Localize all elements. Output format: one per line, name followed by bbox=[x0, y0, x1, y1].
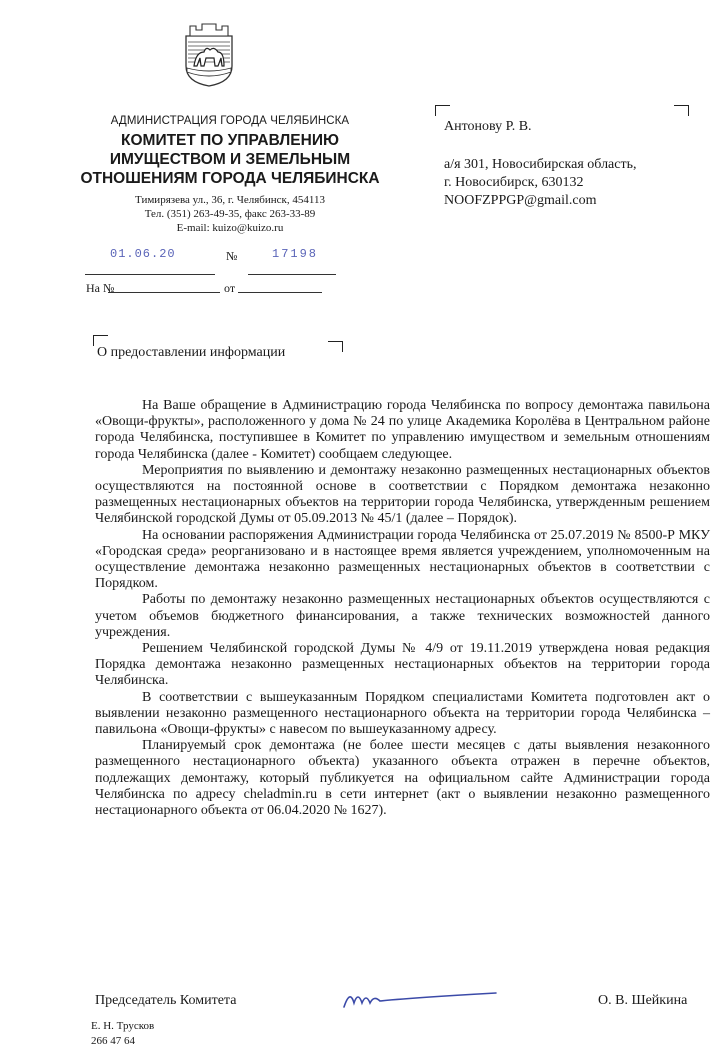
sender-contacts bbox=[60, 193, 400, 235]
reference-number-underline bbox=[108, 292, 220, 293]
committee-name bbox=[60, 131, 400, 188]
committee-line: КОМИТЕТ ПО УПРАВЛЕНИЮ bbox=[121, 132, 339, 149]
city-coat-of-arms-icon bbox=[182, 22, 236, 88]
recipient-address-line: г. Новосибирск, 630132 bbox=[444, 175, 584, 190]
body-paragraph: Мероприятия по выявлению и демонтажу незаконно размещенных нестационарных объектов осуществляются на постоянной основе в соответствии с Порядком демонтажа незаконно размещенных нестационарных объектов на территории города Челябинска, утвержденным решением Челябинской городской Думы от 05.09.2013 № 45/1 (далее – Порядок). bbox=[95, 462, 710, 527]
recipient-corner-mark bbox=[435, 105, 450, 116]
reference-from-label: от bbox=[224, 281, 236, 295]
sender-email: E-mail: kuizo@kuizo.ru bbox=[176, 222, 284, 234]
recipient-address bbox=[444, 156, 637, 210]
administration-name: АДМИНИСТРАЦИЯ ГОРОДА ЧЕЛЯБИНСКА bbox=[110, 115, 350, 127]
reg-number-underline bbox=[248, 260, 336, 275]
body-paragraph: На основании распоряжения Администрации города Челябинска от 25.07.2019 № 8500-Р МКУ «Городская среда» реорганизовано и в настоящее время является учреждением, уполномоченным на осуществление демонтажа незаконно размещенных нестационарных объектов в соответствии с Порядком. bbox=[95, 527, 710, 592]
recipient-address-line: а/я 301, Новосибирская область, bbox=[444, 157, 637, 172]
body-paragraph: Планируемый срок демонтажа (не более шести месяцев с даты выявления незаконного размещенного нестационарного объекта) указанного объекта отражен в перечне объектов, подлежащих демонтажу, который публикуется на официальном сайте Администрации города Челябинска по адресу cheladmin.ru в сети интернет (акт о выявлении незаконно размещенного нестационарного объекта от 06.04.2020 № 1627). bbox=[95, 738, 710, 819]
reference-date-underline bbox=[238, 292, 322, 293]
body-paragraph: Решением Челябинской городской Думы № 4/9 от 19.11.2019 утверждена новая редакция Порядка демонтажа незаконно размещенных нестационарных объектов на территории города Челябинска. bbox=[95, 641, 710, 689]
recipient-name: Антонову Р. В. bbox=[444, 119, 532, 134]
executor-name: Е. Н. Трусков bbox=[91, 1020, 155, 1032]
recipient-corner-mark bbox=[674, 105, 689, 116]
letter-body bbox=[95, 398, 710, 819]
body-paragraph: В соответствии с вышеуказанным Порядком специалистами Комитета подготовлен акт о выявлении незаконно размещенного нестационарного объекта на территории города Челябинска – павильона «Овощи-фрукты» с навесом по вышеуказанному адресу. bbox=[95, 689, 710, 738]
registration-date-stamp: 01.06.20 bbox=[110, 247, 176, 261]
committee-line: ОТНОШЕНИЯМ ГОРОДА ЧЕЛЯБИНСКА bbox=[80, 170, 380, 187]
subject-corner-mark bbox=[328, 341, 343, 352]
letter-subject: О предоставлении информации bbox=[97, 345, 286, 360]
signatory-title: Председатель Комитета bbox=[95, 993, 237, 1008]
committee-line: ИМУЩЕСТВОМ И ЗЕМЕЛЬНЫМ bbox=[109, 151, 351, 168]
sender-address: Тимирязева ул., 36, г. Челябинск, 454113 bbox=[135, 194, 325, 206]
registration-number-stamp: 17198 bbox=[272, 247, 319, 261]
reference-number-label: На № bbox=[86, 281, 115, 295]
recipient-email: NOOFZPPGP@gmail.com bbox=[444, 193, 597, 208]
signatory-name: О. В. Шейкина bbox=[598, 993, 688, 1008]
sender-phone: Тел. (351) 263-49-35, факс 263-33-89 bbox=[144, 208, 316, 220]
body-paragraph: На Ваше обращение в Администрацию города Челябинска по вопросу демонтажа павильона «Овощи-фрукты», расположенного у дома № 24 по улице Академика Королёва в Центральном районе города Челябинска, поступившее в Комитет по управлению имуществом и земельным отношениям города Челябинска (далее - Комитет) сообщаем следующее. bbox=[95, 398, 710, 462]
handwritten-signature bbox=[340, 983, 500, 1013]
reg-date-underline bbox=[85, 260, 215, 275]
executor-phone: 266 47 64 bbox=[91, 1035, 135, 1047]
registration-number-label: № bbox=[226, 249, 238, 263]
body-paragraph: Работы по демонтажу незаконно размещенных нестационарных объектов осуществляются с учетом объемов бюджетного финансирования, а также технических возможностей данного учреждения. bbox=[95, 592, 710, 640]
